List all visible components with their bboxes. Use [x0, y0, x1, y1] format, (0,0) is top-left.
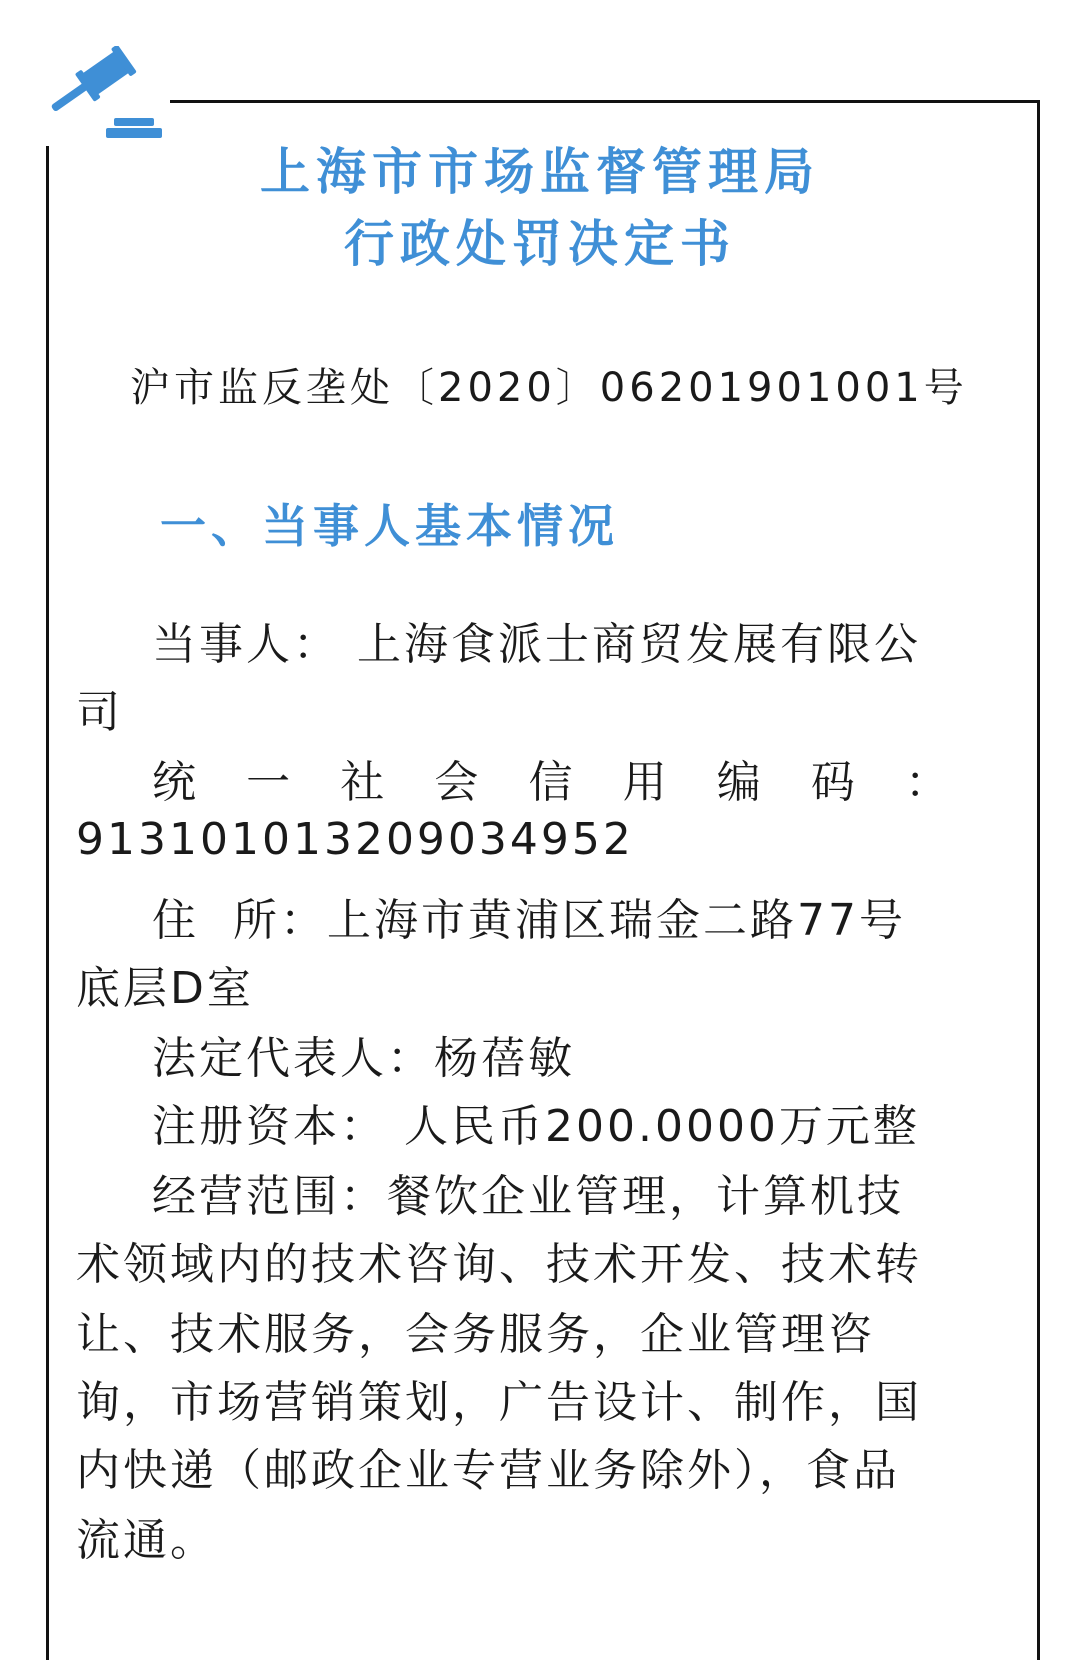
business-scope-line: 内快递（邮政企业专营业务除外），食品: [76, 1445, 900, 1496]
document-number: 沪市监反垄处〔2020〕06201901001号: [130, 365, 968, 411]
address-line-cont: 底层D室: [76, 963, 254, 1014]
document-type-title: 行政处罚决定书: [344, 215, 736, 273]
credit-code-char: 信: [528, 757, 576, 808]
gavel-icon: [40, 46, 170, 146]
party-name-line: 当事人： 上海食派士商贸发展有限公: [152, 619, 921, 670]
credit-code-char: 会: [434, 757, 482, 808]
credit-code-label: [152, 746, 952, 810]
business-scope-line: 经营范围：餐饮企业管理，计算机技: [152, 1171, 904, 1222]
business-scope-line: 询，市场营销策划，广告设计、制作，国: [76, 1377, 922, 1428]
credit-code-char: 码: [810, 757, 858, 808]
legal-representative-line: 法定代表人：杨蓓敏: [152, 1033, 575, 1084]
credit-code-value: 913101013209034952: [76, 814, 634, 865]
party-name-line-cont: 司: [76, 687, 123, 738]
business-scope-line: 让、技术服务，会务服务，企业管理咨: [76, 1309, 875, 1360]
credit-code-char: 用: [622, 757, 670, 808]
credit-code-char: ：: [905, 757, 952, 808]
section-heading-party-info: 一、当事人基本情况: [160, 499, 619, 553]
business-scope-line: 术领域内的技术咨询、技术开发、技术转: [76, 1239, 922, 1290]
credit-code-char: 编: [716, 757, 764, 808]
credit-code-char: 一: [246, 757, 294, 808]
address-line: 住 所：上海市黄浦区瑞金二路77号: [152, 895, 906, 946]
credit-code-char: 社: [340, 757, 388, 808]
registered-capital-line: 注册资本： 人民币200.0000万元整: [152, 1101, 920, 1152]
document-authority-title: 上海市市场监督管理局: [260, 143, 820, 201]
credit-code-char: 统: [152, 757, 199, 808]
business-scope-line: 流通。: [76, 1515, 217, 1566]
